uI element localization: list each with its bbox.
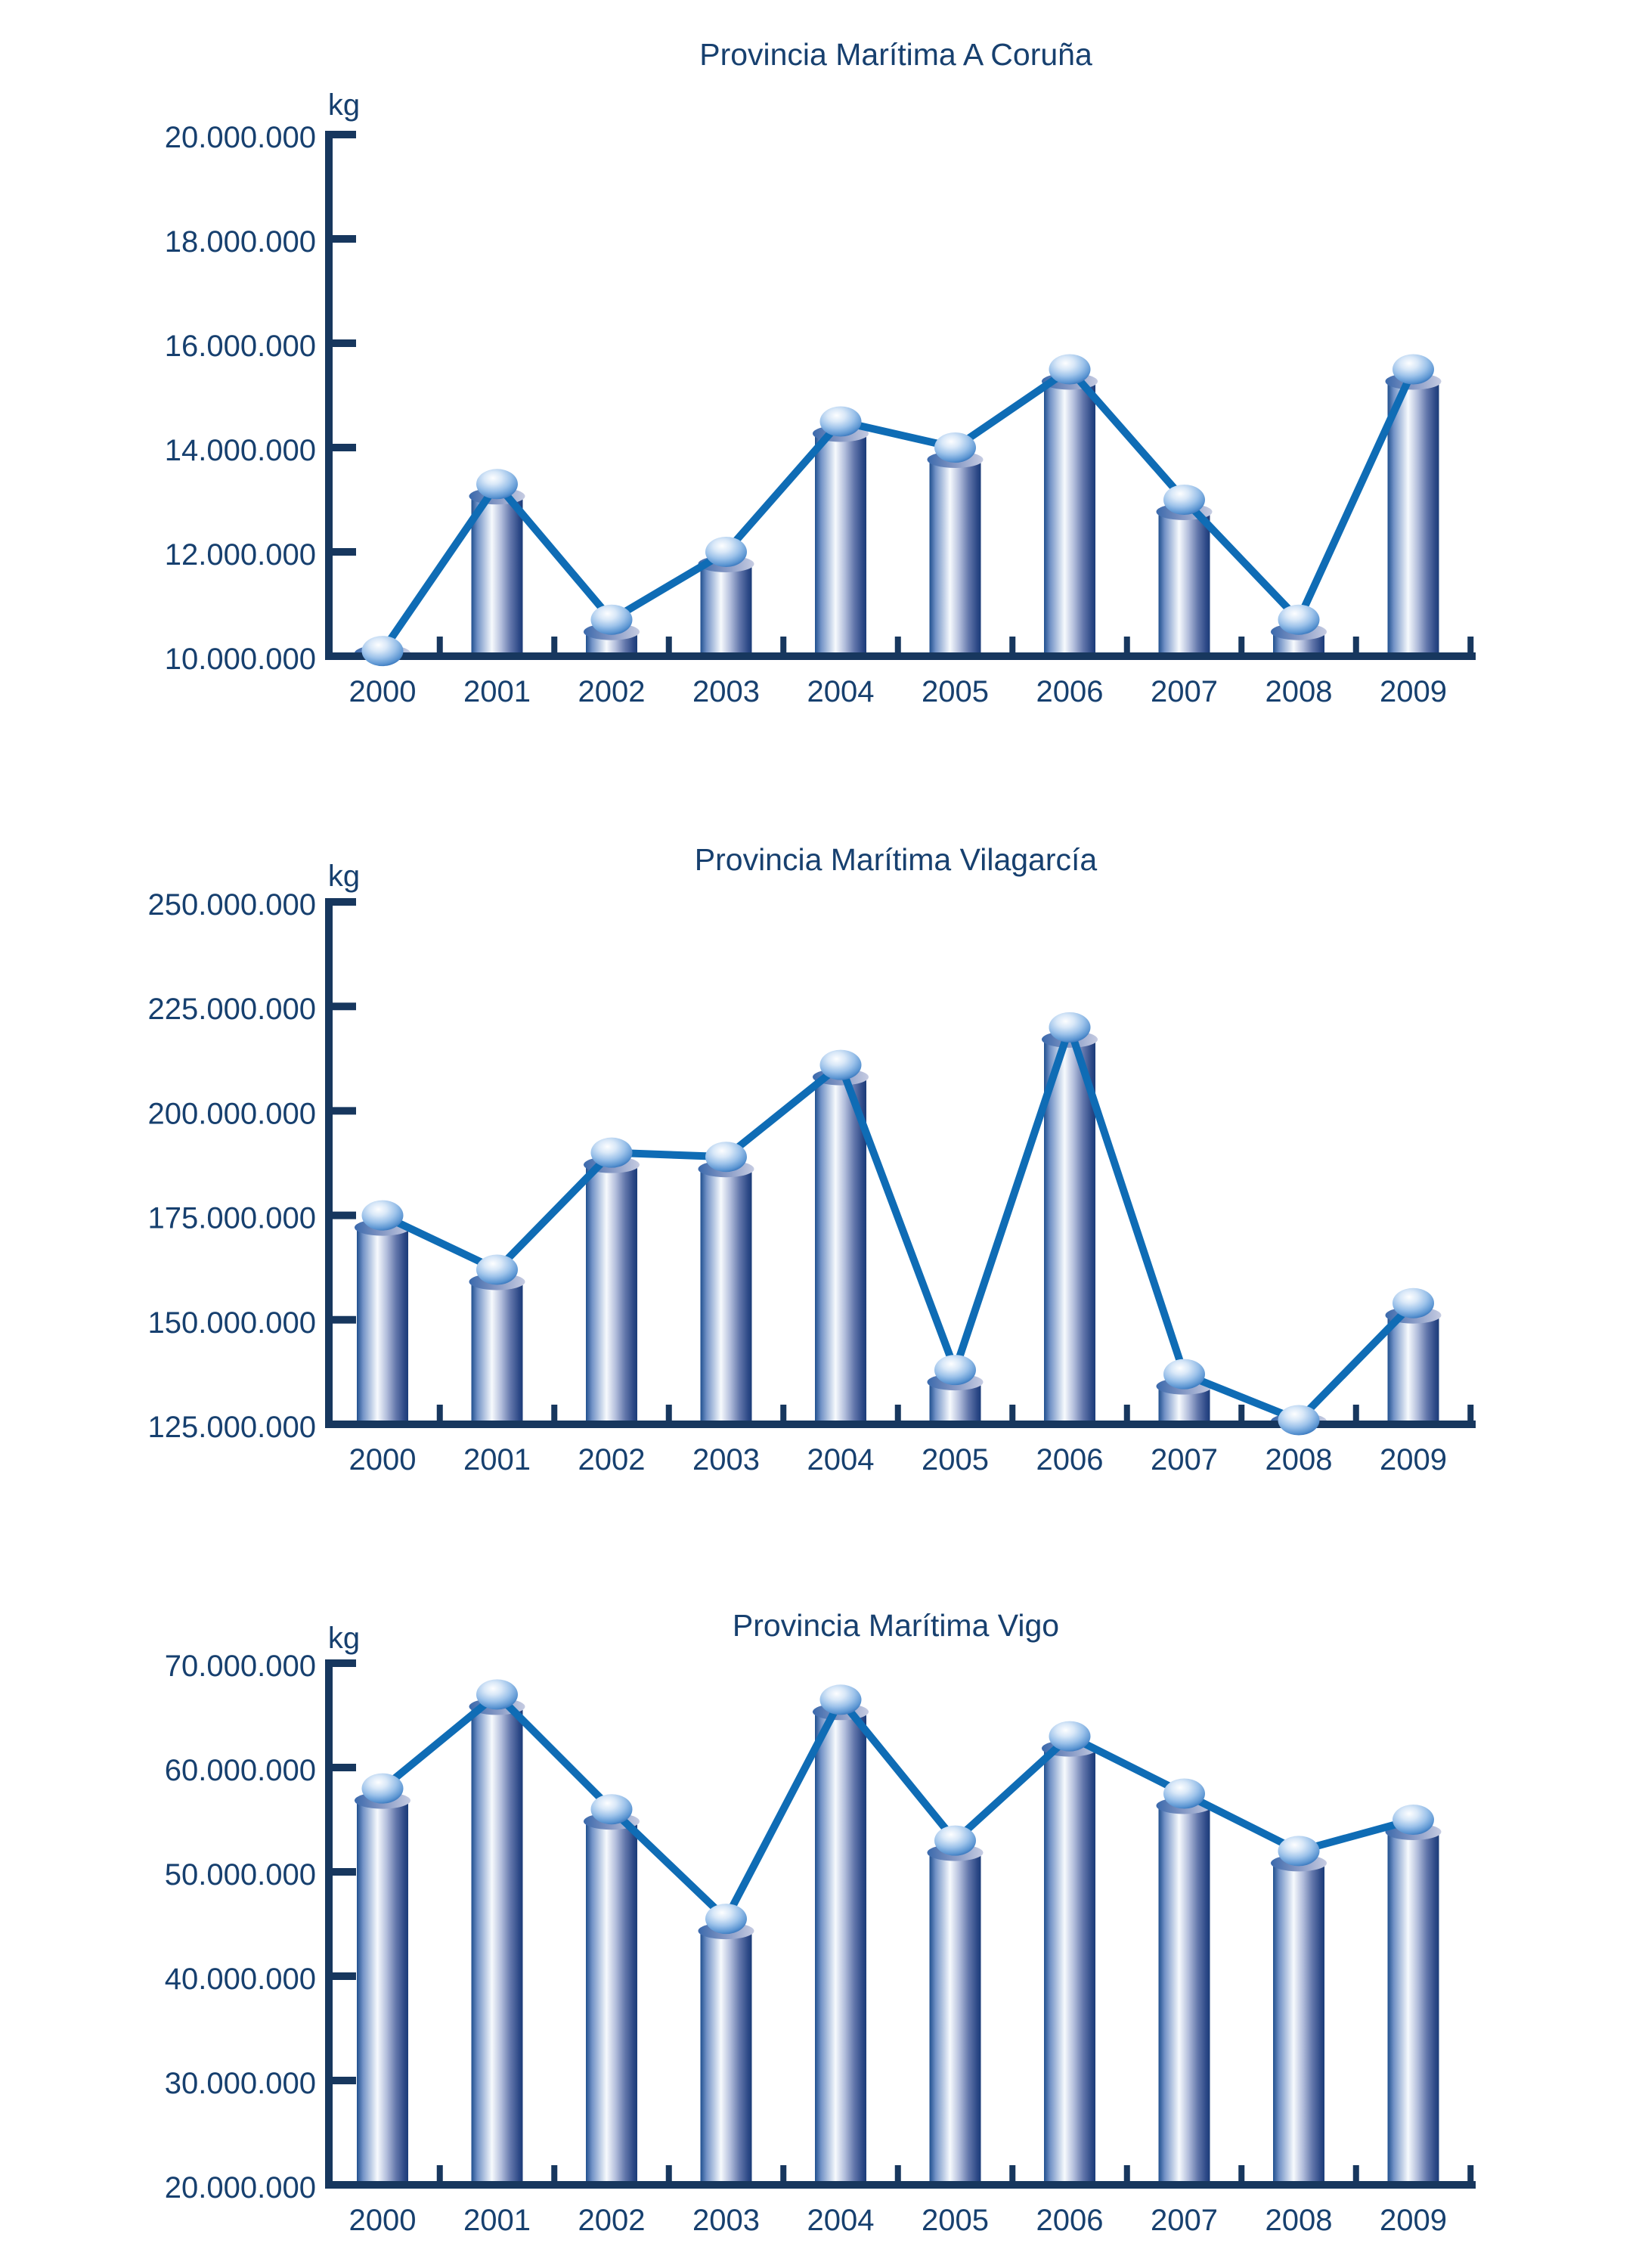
y-tick-label: 50.000.000 — [164, 1858, 316, 1892]
data-point-2005 — [934, 1826, 976, 1856]
x-category-label: 2001 — [463, 2204, 531, 2237]
x-category-label: 2005 — [922, 1443, 989, 1476]
x-category-label: 2001 — [463, 1443, 531, 1476]
x-category-label: 2007 — [1151, 675, 1218, 708]
y-tick-label: 14.000.000 — [164, 434, 316, 467]
data-point-2009 — [1393, 1805, 1434, 1835]
x-category-label: 2004 — [807, 2204, 875, 2237]
data-point-2001 — [476, 469, 518, 499]
x-category-label: 2000 — [349, 675, 417, 708]
x-category-label: 2003 — [692, 675, 760, 708]
y-axis-unit-label: kg — [327, 1622, 361, 1655]
bar-2009 — [1388, 1832, 1439, 2188]
x-category-label: 2007 — [1151, 1443, 1218, 1476]
bar-2002 — [586, 1165, 637, 1427]
y-tick-label: 18.000.000 — [164, 225, 316, 259]
y-tick-label: 175.000.000 — [147, 1201, 316, 1235]
data-line — [383, 1027, 1414, 1421]
y-tick-label: 10.000.000 — [164, 643, 316, 676]
bar-2001 — [472, 1281, 523, 1427]
y-tick-label: 40.000.000 — [164, 1963, 316, 1996]
x-category-label: 2009 — [1380, 2204, 1447, 2237]
y-tick-label: 150.000.000 — [147, 1306, 316, 1340]
data-point-2008 — [1278, 1836, 1320, 1866]
x-category-label: 2008 — [1265, 2204, 1333, 2237]
x-category-label: 2002 — [578, 2204, 646, 2237]
bar-2003 — [701, 564, 752, 659]
x-category-label: 2000 — [349, 1443, 417, 1476]
data-point-2003 — [705, 1904, 747, 1934]
data-point-2000 — [362, 636, 404, 666]
data-point-2007 — [1163, 1779, 1205, 1809]
data-point-2007 — [1163, 1359, 1205, 1390]
data-point-2002 — [591, 1138, 633, 1168]
bar-2005 — [930, 460, 981, 659]
chart-1 — [165, 37, 1476, 708]
y-axis-unit-label: kg — [327, 88, 361, 122]
data-point-2005 — [934, 1355, 976, 1385]
bar-2004 — [815, 1077, 866, 1427]
x-category-label: 2005 — [922, 675, 989, 708]
x-category-label: 2007 — [1151, 2204, 1218, 2237]
data-point-2009 — [1393, 1288, 1434, 1318]
data-point-2004 — [820, 407, 862, 437]
x-category-label: 2002 — [578, 675, 646, 708]
bar-2006 — [1044, 1040, 1095, 1427]
x-category-label: 2008 — [1265, 675, 1333, 708]
bar-2009 — [1388, 382, 1439, 660]
y-tick-label: 225.000.000 — [147, 993, 316, 1027]
data-point-2002 — [591, 605, 633, 635]
y-tick-label: 250.000.000 — [147, 888, 316, 922]
y-tick-label: 16.000.000 — [164, 330, 316, 363]
data-line — [383, 1694, 1414, 1919]
data-point-2004 — [820, 1684, 862, 1715]
bar-2004 — [815, 1712, 866, 2188]
chart-2 — [148, 842, 1476, 1476]
x-category-label: 2009 — [1380, 1443, 1447, 1476]
x-category-label: 2000 — [349, 2204, 417, 2237]
data-point-2004 — [820, 1050, 862, 1080]
x-category-label: 2009 — [1380, 675, 1447, 708]
data-point-2006 — [1049, 355, 1091, 385]
x-category-label: 2004 — [807, 1443, 875, 1476]
bar-2000 — [357, 1228, 408, 1427]
x-category-label: 2006 — [1036, 1443, 1104, 1476]
bar-2009 — [1388, 1315, 1439, 1427]
data-point-2000 — [362, 1774, 404, 1804]
data-point-2006 — [1049, 1012, 1091, 1043]
data-point-2000 — [362, 1201, 404, 1231]
chart-title: Provincia Marítima A Coruña — [699, 37, 1092, 72]
x-category-label: 2003 — [692, 1443, 760, 1476]
bar-2003 — [701, 1931, 752, 2188]
data-point-2001 — [476, 1679, 518, 1709]
bar-2004 — [815, 434, 866, 660]
data-point-2007 — [1163, 485, 1205, 515]
x-category-label: 2001 — [463, 675, 531, 708]
y-tick-label: 125.000.000 — [147, 1411, 316, 1444]
data-point-2008 — [1278, 605, 1320, 635]
bar-2001 — [472, 1706, 523, 2188]
data-point-2003 — [705, 537, 747, 567]
chart-title: Provincia Marítima Vigo — [732, 1608, 1060, 1643]
y-tick-label: 30.000.000 — [164, 2067, 316, 2100]
x-category-label: 2004 — [807, 675, 875, 708]
y-tick-label: 12.000.000 — [164, 538, 316, 572]
data-line — [383, 370, 1414, 652]
bar-2000 — [357, 1801, 408, 2188]
bar-2005 — [930, 1853, 981, 2188]
bar-2007 — [1159, 1806, 1210, 2189]
data-point-2003 — [705, 1142, 747, 1172]
x-category-label: 2005 — [922, 2204, 989, 2237]
bar-2006 — [1044, 382, 1095, 660]
data-point-2001 — [476, 1254, 518, 1284]
bar-2001 — [472, 496, 523, 659]
bar-2003 — [701, 1169, 752, 1427]
bar-2002 — [586, 1821, 637, 2188]
data-point-2009 — [1393, 355, 1434, 385]
bar-2007 — [1159, 512, 1210, 659]
data-point-2002 — [591, 1794, 633, 1824]
data-point-2006 — [1049, 1721, 1091, 1752]
y-tick-label: 70.000.000 — [164, 1650, 316, 1683]
x-category-label: 2002 — [578, 1443, 646, 1476]
y-tick-label: 20.000.000 — [164, 121, 316, 154]
y-tick-label: 20.000.000 — [164, 2171, 316, 2204]
y-tick-label: 60.000.000 — [164, 1754, 316, 1787]
bar-2008 — [1273, 1863, 1324, 2188]
x-category-label: 2008 — [1265, 1443, 1333, 1476]
chart-title: Provincia Marítima Vilagarcía — [694, 842, 1098, 877]
x-category-label: 2006 — [1036, 675, 1104, 708]
bar-2006 — [1044, 1749, 1095, 2188]
y-tick-label: 200.000.000 — [147, 1097, 316, 1131]
x-category-label: 2006 — [1036, 2204, 1104, 2237]
data-point-2008 — [1278, 1405, 1320, 1435]
y-axis-unit-label: kg — [327, 860, 361, 893]
x-category-label: 2003 — [692, 2204, 760, 2237]
data-point-2005 — [934, 432, 976, 463]
chart-3 — [165, 1608, 1476, 2237]
